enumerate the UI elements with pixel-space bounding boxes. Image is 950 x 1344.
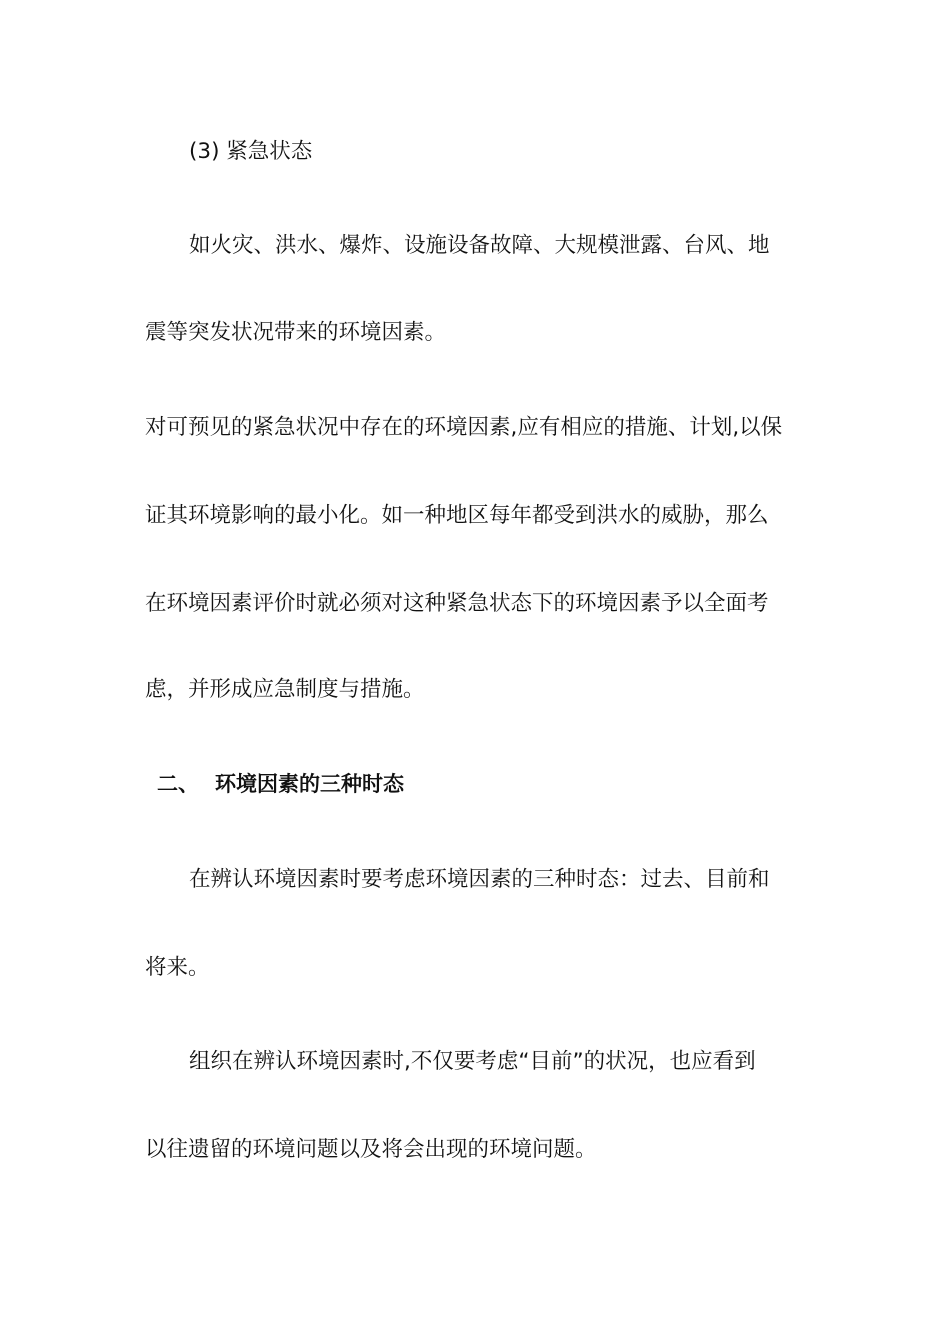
paragraph-4-line-1: 组织在辨认环境因素时,不仅要考虑“目前”的状况，也应看到: [189, 1049, 756, 1074]
section-title: 环境因素的三种时态: [215, 772, 404, 796]
section-heading: [157, 769, 404, 799]
paragraph-2-line-3: 在环境因素评价时就必须对这种紧急状态下的环境因素予以全面考: [145, 591, 769, 616]
paragraph-1-line-1: 如火灾、洪水、爆炸、设施设备故障、大规模泄露、台风、地: [189, 233, 770, 258]
paragraph-2-line-4: 虑，并形成应急制度与措施。: [145, 677, 425, 702]
paragraph-4-line-2: 以往遗留的环境问题以及将会出现的环境问题。: [145, 1137, 597, 1162]
paragraph-3-line-1: 在辨认环境因素时要考虑环境因素的三种时态：过去、目前和: [189, 867, 770, 892]
paragraph-2-line-2: 证其环境影响的最小化。如一种地区每年都受到洪水的威胁，那么: [145, 503, 769, 528]
paragraph-1-line-2: 震等突发状况带来的环境因素。: [145, 320, 447, 345]
paragraph-3-line-2: 将来。: [145, 955, 210, 980]
paragraph-2-line-1: 对可预见的紧急状况中存在的环境因素,应有相应的措施、计划,以保: [145, 415, 783, 440]
subsection-title: (3) 紧急状态: [189, 139, 313, 164]
section-number: 二、: [157, 772, 199, 796]
